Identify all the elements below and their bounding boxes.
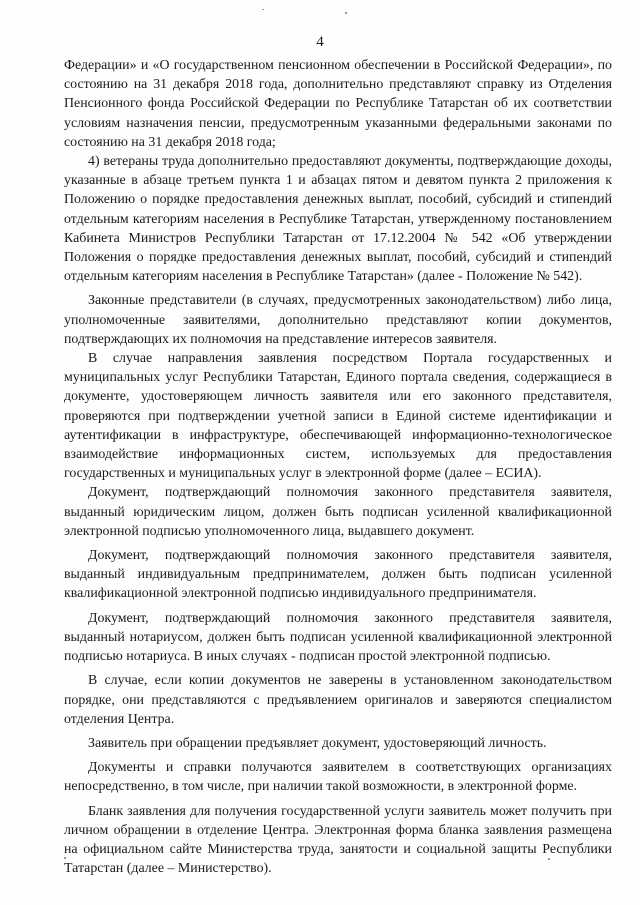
- page-number: 4: [316, 34, 324, 50]
- paragraph-legal-representatives: Законные представители (в случаях, предусмотренных законодательством) либо лица, уполномоченные заявителями, дополнительно представляют копии документов, подтверждающих их полномочия на представление интересов заявителя.: [64, 293, 612, 347]
- paragraph-pension-reference: Федерации» и «О государственном пенсионном обеспечении в Российской Федерации», по состоянию на 31 декабря 2018 года, дополнительно представляют справку из Отделения Пенсионного фонда Российской Федерации по Республике Татарстан об их соответствии условиям назначения пенсии, предусмотренным указанными федеральными законами по состоянию на 31 декабря 2018 года;: [64, 58, 612, 150]
- paragraph-copies-certification: В случае, если копии документов не заверены в установленном законодательством порядке, они представляются с предъявлением оригиналов и заверяются специалистом отделения Центра.: [64, 673, 612, 727]
- paragraph-identity-document: Заявитель при обращении предъявляет документ, удостоверяющий личность.: [88, 735, 547, 751]
- scan-speck: [262, 9, 264, 10]
- paragraph-entrepreneur-document: Документ, подтверждающий полномочия законного представителя заявителя, выданный индивидуальным предпринимателем, должен быть подписан усиленной квалификационной электронной подписью индивидуального предпринимателя.: [64, 548, 612, 602]
- paragraph-portal-submission: В случае направления заявления посредством Портала государственных и муниципальных услуг Республики Татарстан, Единого портала сведения, содержащиеся в документе, удостоверяющем личность заявителя или его законного представителя, проверяются при подтверждении учетной записи в Единой системе идентификации и аутентификации в инфраструктуре, обеспечивающей информационно-технологическое взаимодействие информационных систем, используемых для предоставления государственных и муниципальных услуг в электронной форме (далее – ЕСИА).: [64, 351, 612, 482]
- paragraph-labor-veterans: 4) ветераны труда дополнительно предоставляют документы, подтверждающие доходы, указанные в абзаце третьем пункта 1 и абзацах пятом и девятом пункта 2 приложения к Положению о порядке предоставления денежных выплат, пособий, субсидий и стипендий отдельным категориям населения в Республике Татарстан, утвержденному постановлением Кабинета Министров Республики Татарстан от 17.12.2004 № 542 «Об утверждении Положения о порядке предоставления денежных выплат, пособий, субсидий и стипендий отдельным категориям населения в Республике Татарстан» (далее - Положение № 542).: [64, 154, 612, 285]
- paragraph-notary-document: Документ, подтверждающий полномочия законного представителя заявителя, выданный нотариусом, должен быть подписан усиленной квалификационной электронной подписью нотариуса. В иных случаях - подписан простой электронной подписью.: [64, 610, 612, 665]
- paragraph-legal-entity-document: Документ, подтверждающий полномочия законного представителя заявителя, выданный юридическим лицом, должен быть подписан усиленной квалификационной электронной подписью уполномоченного лица, выдавшего документ.: [64, 485, 612, 539]
- paragraph-documents-obtaining: Документы и справки получаются заявителем в соответствующих организациях непосредственно, в том числе, при наличии такой возможности, в электронной форме.: [64, 760, 612, 795]
- paragraph-application-form: Бланк заявления для получения государственной услуги заявитель может получить при личном обращении в отделение Центра. Электронная форма бланка заявления размещена на официальном сайте Министерства труда, занятости и социальной защиты Республики Татарстан (далее – Министерство).: [64, 803, 612, 877]
- document-body: [64, 56, 612, 878]
- scan-speck: [345, 12, 347, 14]
